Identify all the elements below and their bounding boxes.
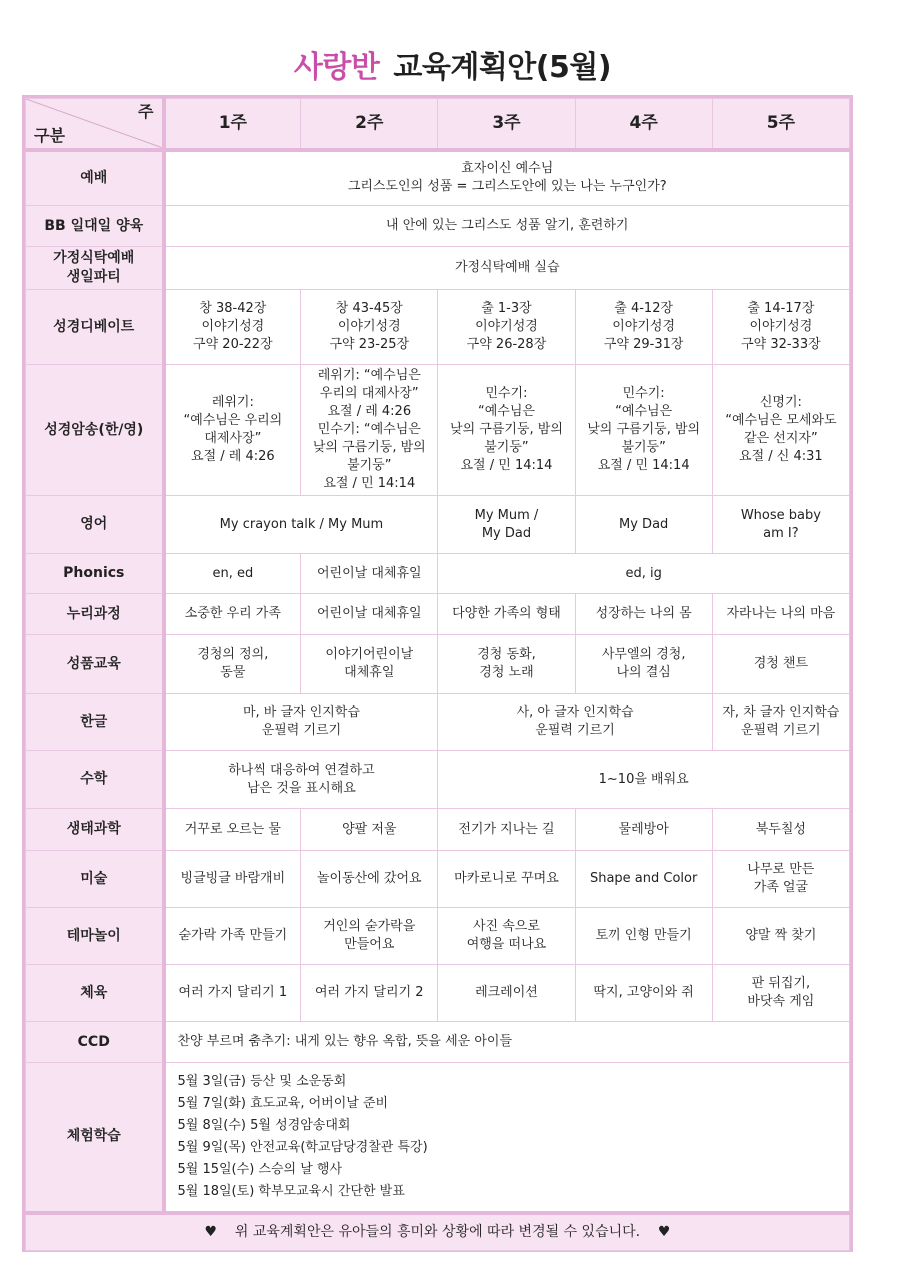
science-cell: 전기가 지나는 길 [438, 809, 575, 851]
bb-cell: 내 안에 있는 그리스도 성품 알기, 훈련하기 [164, 206, 850, 247]
row-bb [26, 206, 850, 247]
corner-cell [26, 99, 164, 150]
row-label: BB 일대일 양육 [26, 206, 164, 247]
corner-category-label: 구분 [34, 125, 65, 145]
character-cell: 이야기어린이날 대체휴일 [301, 635, 438, 694]
education-plan-table [22, 95, 853, 1252]
row-hangul [26, 694, 850, 751]
row-label: 영어 [26, 496, 164, 554]
debate-cell: 출 1-3장 이야기성경 구약 26-28장 [438, 290, 575, 365]
row-label: CCD [26, 1022, 164, 1063]
experience-item: 5월 7일(화) 효도교육, 어버이날 준비 [177, 1095, 389, 1111]
row-label: 체험학습 [26, 1063, 164, 1213]
math-cell: 하나씩 대응하여 연결하고 남은 것을 표시해요 [164, 751, 438, 809]
pe-cell: 레크레이션 [438, 965, 575, 1022]
row-label: 성경디베이트 [26, 290, 164, 365]
pe-cell: 여러 가지 달리기 1 [164, 965, 301, 1022]
nuri-cell: 어린이날 대체휴일 [301, 594, 438, 635]
theme-cell: 거인의 숟가락을 만들어요 [301, 908, 438, 965]
pe-cell: 판 뒤집기, 바닷속 게임 [712, 965, 849, 1022]
memory-cell: 민수기: “예수님은 낮의 구름기둥, 밤의 불기둥” 요절 / 민 14:14 [438, 365, 575, 496]
row-label: 가정식탁예배 생일파티 [26, 247, 164, 290]
memory-cell: 민수기: “예수님은 낮의 구름기둥, 밤의 불기둥” 요절 / 민 14:14 [575, 365, 712, 496]
row-theme [26, 908, 850, 965]
pe-cell: 딱지, 고양이와 쥐 [575, 965, 712, 1022]
science-cell: 물레방아 [575, 809, 712, 851]
row-english [26, 496, 850, 554]
worship-cell: 효자이신 예수님 그리스도인의 성품 = 그리스도안에 있는 나는 누구인가? [164, 150, 850, 206]
row-character [26, 635, 850, 694]
theme-cell: 토끼 인형 만들기 [575, 908, 712, 965]
row-worship [26, 150, 850, 206]
row-label: 미술 [26, 851, 164, 908]
row-label: 성품교육 [26, 635, 164, 694]
row-phonics [26, 554, 850, 594]
header-row [26, 99, 850, 150]
row-label: 성경암송(한/영) [26, 365, 164, 496]
experience-item: 5월 18일(토) 학부모교육시 간단한 발표 [177, 1183, 405, 1199]
row-ccd [26, 1022, 850, 1063]
row-art [26, 851, 850, 908]
character-cell: 경청 챈트 [712, 635, 849, 694]
nuri-cell: 다양한 가족의 형태 [438, 594, 575, 635]
memory-cell: 신명기: “예수님은 모세와도 같은 선지자” 요절 / 신 4:31 [712, 365, 849, 496]
title-plan: 교육계획안(5월) [393, 50, 612, 85]
character-cell: 경청 동화, 경청 노래 [438, 635, 575, 694]
week-header: 3주 [438, 99, 575, 150]
english-cell: My Mum / My Dad [438, 496, 575, 554]
science-cell: 북두칠성 [712, 809, 849, 851]
nuri-cell: 성장하는 나의 몸 [575, 594, 712, 635]
week-header: 4주 [575, 99, 712, 150]
experience-item: 5월 8일(수) 5월 성경암송대회 [177, 1117, 351, 1133]
page-title [0, 42, 905, 86]
art-cell: Shape and Color [575, 851, 712, 908]
theme-cell: 양말 짝 찾기 [712, 908, 849, 965]
week-header: 1주 [164, 99, 301, 150]
math-cell: 1~10을 배워요 [438, 751, 850, 809]
row-label: 생태과학 [26, 809, 164, 851]
pe-cell: 여러 가지 달리기 2 [301, 965, 438, 1022]
experience-item: 5월 9일(목) 안전교육(학교담당경찰관 특강) [177, 1139, 428, 1155]
footer-text: 위 교육계획안은 유아들의 흥미와 상황에 따라 변경될 수 있습니다. [234, 1224, 641, 1241]
english-cell: Whose baby am I? [712, 496, 849, 554]
theme-cell: 숟가락 가족 만들기 [164, 908, 301, 965]
title-class-name: 사랑반 [293, 50, 380, 85]
art-cell: 놀이동산에 갔어요 [301, 851, 438, 908]
debate-cell: 창 38-42장 이야기성경 구약 20-22장 [164, 290, 301, 365]
ccd-cell: 찬양 부르며 춤추기: 내게 있는 향유 옥합, 뜻을 세운 아이들 [164, 1022, 850, 1063]
experience-item: 5월 3일(금) 등산 및 소운동회 [177, 1073, 347, 1089]
row-experience [26, 1063, 850, 1213]
row-family [26, 247, 850, 290]
family-cell: 가정식탁예배 실습 [164, 247, 850, 290]
science-cell: 거꾸로 오르는 물 [164, 809, 301, 851]
art-cell: 나무로 만든 가족 얼굴 [712, 851, 849, 908]
row-label: 테마놀이 [26, 908, 164, 965]
experience-cell [164, 1063, 850, 1213]
row-label: 예배 [26, 150, 164, 206]
english-cell: My Dad [575, 496, 712, 554]
english-cell: My crayon talk / My Mum [164, 496, 438, 554]
heart-icon: ♥ [204, 1224, 218, 1241]
art-cell: 마카로니로 꾸며요 [438, 851, 575, 908]
character-cell: 사무엘의 경청, 나의 결심 [575, 635, 712, 694]
footer-note [26, 1213, 850, 1251]
debate-cell: 출 14-17장 이야기성경 구약 32-33장 [712, 290, 849, 365]
art-cell: 빙글빙글 바람개비 [164, 851, 301, 908]
row-nuri [26, 594, 850, 635]
row-label: 누리과정 [26, 594, 164, 635]
science-cell: 양팔 저울 [301, 809, 438, 851]
row-math [26, 751, 850, 809]
hangul-cell: 자, 차 글자 인지학습 운필력 기르기 [712, 694, 849, 751]
corner-week-label: 주 [138, 102, 154, 121]
hangul-cell: 사, 아 글자 인지학습 운필력 기르기 [438, 694, 712, 751]
character-cell: 경청의 정의, 동물 [164, 635, 301, 694]
experience-item: 5월 15일(수) 스승의 날 행사 [177, 1161, 343, 1177]
row-label: Phonics [26, 554, 164, 594]
debate-cell: 출 4-12장 이야기성경 구약 29-31장 [575, 290, 712, 365]
row-debate [26, 290, 850, 365]
week-header: 2주 [301, 99, 438, 150]
debate-cell: 창 43-45장 이야기성경 구약 23-25장 [301, 290, 438, 365]
row-memory [26, 365, 850, 496]
memory-cell: 레위기: “예수님은 우리의 대제사장” 요절 / 레 4:26 민수기: “예수님은 낮의 구름기둥, 밤의 불기둥” 요절 / 민 14:14 [301, 365, 438, 496]
row-label: 수학 [26, 751, 164, 809]
phonics-cell: 어린이날 대체휴일 [301, 554, 438, 594]
heart-icon: ♥ [657, 1224, 671, 1241]
row-label: 체육 [26, 965, 164, 1022]
theme-cell: 사진 속으로 여행을 떠나요 [438, 908, 575, 965]
nuri-cell: 자라나는 나의 마음 [712, 594, 849, 635]
row-label: 한글 [26, 694, 164, 751]
row-pe [26, 965, 850, 1022]
footer-row [26, 1213, 850, 1251]
hangul-cell: 마, 바 글자 인지학습 운필력 기르기 [164, 694, 438, 751]
phonics-cell: en, ed [164, 554, 301, 594]
memory-cell: 레위기: “예수님은 우리의 대제사장” 요절 / 레 4:26 [164, 365, 301, 496]
nuri-cell: 소중한 우리 가족 [164, 594, 301, 635]
phonics-cell: ed, ig [438, 554, 850, 594]
row-science [26, 809, 850, 851]
week-header: 5주 [712, 99, 849, 150]
